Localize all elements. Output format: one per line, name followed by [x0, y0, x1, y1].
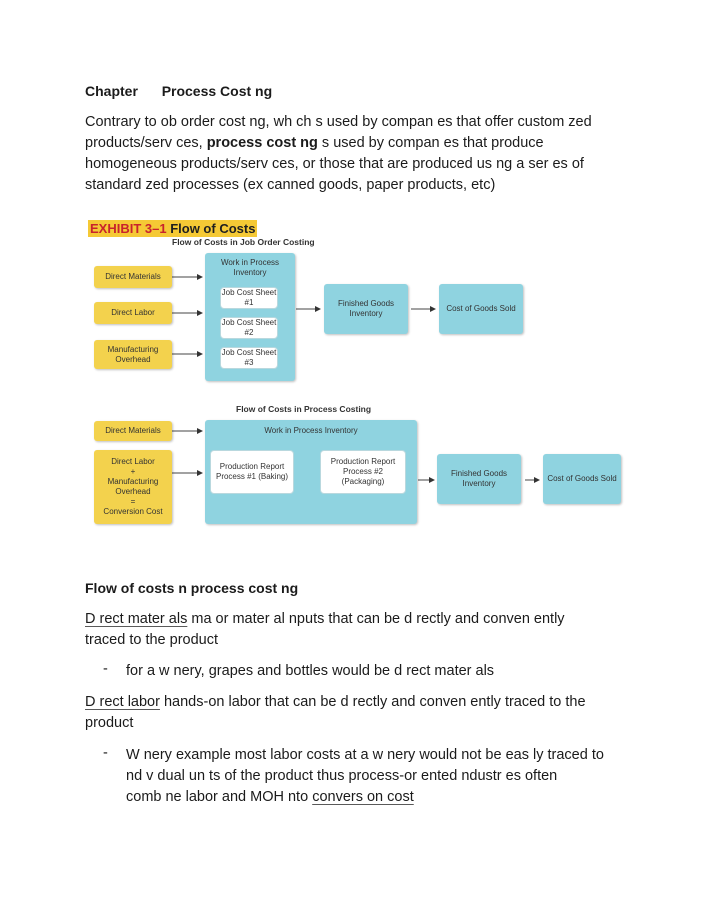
conv-line-1: Direct Labor [111, 457, 155, 466]
flow-of-costs-heading: Flow of costs n process cost ng [85, 580, 299, 596]
job-direct-materials: Direct Materials [94, 266, 172, 288]
exhibit-title-text: Flow of Costs [170, 221, 256, 236]
direct-materials-paragraph [85, 609, 685, 651]
job-wip-label: Work in Process Inventory [220, 258, 280, 277]
exhibit-flow-of-costs [88, 218, 633, 538]
process-costing-term: process cost ng [206, 135, 318, 151]
intro-line-1: Contrary to ob order cost ng, wh ch s used by compan es that offer custom zed [85, 114, 592, 130]
dl-bullet-line-1: W nery example most labor costs at a w nery would not be eas ly traced to [126, 747, 604, 763]
intro-paragraph [85, 112, 685, 196]
pc-finished-goods: Finished Goods Inventory [437, 454, 521, 504]
dm-line-1 [85, 609, 685, 630]
dl-line-2: product [85, 715, 134, 731]
dm-line-2: traced to the product [85, 632, 218, 648]
bullet-dash-2: - [103, 745, 108, 761]
chapter-title: Process Cost ng [161, 83, 273, 99]
direct-labor-term: D rect labor [85, 694, 160, 710]
dl-line-1 [85, 692, 685, 713]
job-cost-of-goods-sold: Cost of Goods Sold [439, 284, 523, 334]
dl-bullet-line-3a: comb ne labor and MOH nto [126, 789, 313, 805]
chapter-heading [85, 82, 272, 100]
dl-bullet-line-2: nd v dual un ts of the product thus process-or ented ndustr es often [126, 768, 558, 784]
job-order-subtitle: Flow of Costs in Job Order Costing [172, 237, 315, 247]
direct-materials-term: D rect mater als [85, 611, 188, 627]
production-report-1: Production Report Process #1 (Baking) [210, 450, 294, 494]
bullet-dash-1: - [103, 661, 108, 677]
conv-line-6: Conversion Cost [103, 507, 163, 516]
dm-definition: ma or mater al nputs that can be d rectly and conven ently [187, 611, 565, 627]
conv-line-2: + [130, 467, 136, 476]
production-report-2: Production Report Process #2 (Packaging) [320, 450, 406, 494]
dl-bullet [126, 745, 666, 808]
job-cost-sheet-3: Job Cost Sheet #3 [221, 348, 277, 367]
pc-cost-of-goods-sold: Cost of Goods Sold [543, 454, 621, 504]
job-cost-sheet-1: Job Cost Sheet #1 [221, 288, 277, 307]
pc-conversion-cost [94, 450, 172, 524]
dm-bullet: for a w nery, grapes and bottles would be d rect mater als [126, 663, 495, 679]
intro-line-3: homogeneous products/serv ces, or those that are produced us ng a ser es of [85, 156, 584, 172]
conv-line-5: = [130, 497, 136, 506]
conv-line-4: Overhead [115, 487, 151, 496]
job-direct-labor: Direct Labor [94, 302, 172, 324]
intro-line-2c: s used by compan es that produce [317, 135, 544, 151]
pc-direct-materials: Direct Materials [94, 421, 172, 441]
exhibit-number: EXHIBIT 3–1 [90, 221, 167, 236]
pc-wip-label: Work in Process Inventory [264, 426, 358, 435]
job-cost-sheet-2: Job Cost Sheet #2 [221, 318, 277, 337]
chapter-label: Chapter [85, 83, 138, 99]
direct-labor-paragraph [85, 692, 685, 734]
dl-definition: hands-on labor that can be d rectly and conven ently traced to the [159, 694, 586, 710]
process-costing-subtitle: Flow of Costs in Process Costing [236, 404, 372, 414]
conversion-cost-term: convers on cost [312, 789, 414, 805]
conv-line-3: Manufacturing [107, 477, 159, 486]
intro-line-2 [85, 133, 685, 154]
intro-line-4: standard zed processes (ex canned goods, paper products, etc) [85, 177, 496, 193]
job-manufacturing-overhead: Manufacturing Overhead [94, 340, 172, 369]
job-finished-goods: Finished Goods Inventory [324, 284, 408, 334]
dl-bullet-line-3 [126, 787, 666, 808]
intro-line-2a: products/serv ces, [85, 135, 207, 151]
